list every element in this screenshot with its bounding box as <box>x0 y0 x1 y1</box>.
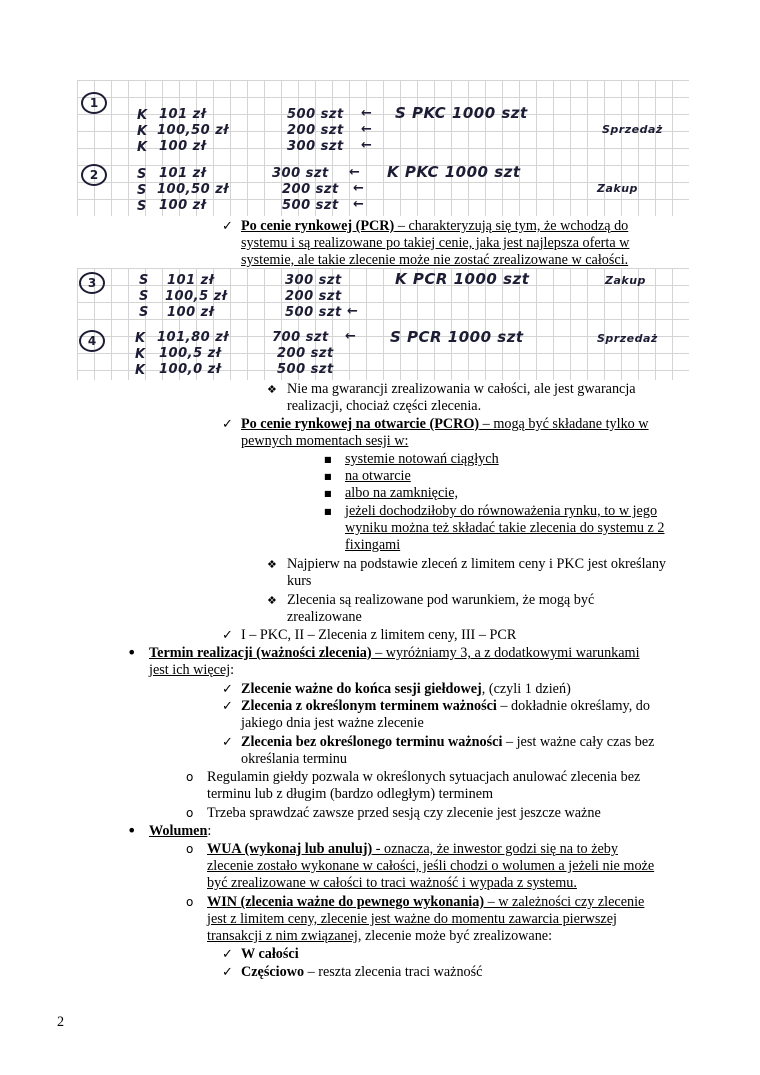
pcro-desc-1: – mogą być składane tylko w <box>479 416 649 432</box>
checkmark-icon: ✓ <box>222 699 233 714</box>
wua-title: WUA (wykonaj lub anuluj) <box>207 841 373 857</box>
win-desc-3: transakcji z nim związanej <box>207 928 358 944</box>
term-desc-2: jest ich więcej <box>149 662 231 678</box>
term-note-1-line-1: Regulamin giełdy pozwala w określonych sytuacjach anulować zlecenia bez <box>207 769 641 785</box>
grid1-row2-qty: 200 szt <box>287 123 344 138</box>
grid1-row6-side: S <box>137 199 147 214</box>
term-a-desc: , (czyli 1 dzień) <box>481 681 571 697</box>
pcro-line-1 <box>241 416 649 433</box>
grid1-row1-price: 101 zł <box>159 107 207 122</box>
square-bullet-icon: ■ <box>324 507 332 516</box>
term-option-c-line-1 <box>241 734 654 751</box>
diamond-bullet-icon: ❖ <box>267 383 277 396</box>
pcr-line-2: systemu i są realizowane po takiej cenie, jaka jest najlepsza oferta w <box>241 235 630 251</box>
grid1-row6-price: 100 zł <box>159 198 207 213</box>
grid1-row4-side: S <box>137 167 147 182</box>
pcr-line-1 <box>241 218 628 235</box>
term-line-1 <box>149 645 640 662</box>
grid2-label-4: Sprzedaż <box>597 332 658 345</box>
grid2-row1-order: K PCR 1000 szt <box>395 270 530 288</box>
grid2-row1-side: S <box>139 273 149 288</box>
example-number-1: 1 <box>81 92 107 114</box>
square-bullet-icon: ■ <box>324 489 332 498</box>
win-desc-3-rest: , zlecenie może być zrealizowane: <box>357 928 553 944</box>
grid1-row3-qty: 300 szt <box>287 139 344 154</box>
example-number-4: 4 <box>79 330 105 352</box>
pcr-note-line-1: Nie ma gwarancji zrealizowania w całości, ale jest gwarancja <box>287 381 636 397</box>
diamond-bullet-icon: ❖ <box>267 594 277 607</box>
diamond-bullet-icon: ❖ <box>267 558 277 571</box>
pcro-item-4-line-2: wyniku można też składać takie zlecenia do systemu z 2 <box>345 520 665 536</box>
grid2-row4-qty: 700 szt <box>272 330 329 345</box>
term-option-c-line-2: określania terminu <box>241 751 347 767</box>
grid2-row6-qty: 500 szt <box>277 362 334 377</box>
grid1-row5-arrow: ← <box>353 181 364 196</box>
grid1-row4-arrow: ← <box>349 165 360 180</box>
wua-line-1 <box>207 841 618 858</box>
grid1-label-2: Zakup <box>597 182 638 195</box>
grid2-row4-price: 101,80 zł <box>157 330 229 345</box>
grid2-row5-price: 100,5 zł <box>159 346 222 361</box>
volume-title: Wolumen <box>149 823 208 839</box>
grid1-row5-qty: 200 szt <box>282 182 339 197</box>
term-a-title: Zlecenie ważne do końca sesji giełdowej <box>241 681 482 697</box>
pcr-line-3: systemie, ale takie zlecenie może nie zostać zrealizowane w całości. <box>241 252 629 268</box>
grid1-row1-order: S PKC 1000 szt <box>395 104 528 122</box>
grid1-row5-side: S <box>137 183 147 198</box>
grid1-row5-price: 100,50 zł <box>157 182 229 197</box>
win-option-full: W całości <box>241 946 299 962</box>
wua-line-3: być zrealizowane w całości to traci ważność i wypada z systemu. <box>207 875 577 891</box>
grid1-row3-arrow: ← <box>361 138 372 153</box>
win-desc-1: – w zależności czy zlecenie <box>484 894 645 910</box>
grid1-row6-arrow: ← <box>353 197 364 212</box>
grid2-row5-side: K <box>135 347 146 362</box>
win-line-2: jest z limitem ceny, zlecenie jest ważne do momentu zawarcia pierwszej <box>207 911 617 927</box>
bullet-icon: • <box>127 821 137 840</box>
page-number: 2 <box>57 1014 65 1030</box>
grid1-row2-side: K <box>137 124 148 139</box>
handwritten-example-grid-2 <box>77 268 689 380</box>
pcr-desc-1: – charakteryzują się tym, że wchodzą do <box>394 218 629 234</box>
grid2-label-3: Zakup <box>605 274 646 287</box>
handwritten-example-grid-1 <box>77 80 689 216</box>
win-line-1 <box>207 894 644 911</box>
wua-desc-1: - oznacza, że inwestor godzi się na to żeby <box>372 841 618 857</box>
grid2-row4-arrow: ← <box>345 329 356 344</box>
pcr-note-line-2: realizacji, chociaż części zlecenia. <box>287 398 482 414</box>
grid2-row3-arrow: ← <box>347 304 358 319</box>
circle-bullet-icon: o <box>186 770 194 784</box>
term-option-a <box>241 681 571 698</box>
example-number-3: 3 <box>79 272 105 294</box>
grid2-row4-side: K <box>135 331 146 346</box>
pcro-note-1-line-1: Najpierw na podstawie zleceń z limitem ceny i PKC jest określany <box>287 556 667 572</box>
checkmark-icon: ✓ <box>222 682 233 697</box>
grid1-row3-price: 100 zł <box>159 139 207 154</box>
grid1-row2-price: 100,50 zł <box>157 123 229 138</box>
square-bullet-icon: ■ <box>324 455 332 464</box>
win-title: WIN (zlecenia ważne do pewnego wykonania) <box>207 894 485 910</box>
checkmark-icon: ✓ <box>222 735 233 750</box>
checkmark-icon: ✓ <box>222 628 233 643</box>
term-colon: : <box>230 662 235 678</box>
pcr-title: Po cenie rynkowej (PCR) <box>241 218 395 234</box>
grid2-row6-side: K <box>135 363 146 378</box>
grid1-row1-side: K <box>137 108 148 123</box>
grid2-row2-qty: 200 szt <box>285 289 342 304</box>
grid1-row4-order: K PKC 1000 szt <box>387 163 521 181</box>
circle-bullet-icon: o <box>186 895 194 909</box>
pcro-note-2-line-1: Zlecenia są realizowane pod warunkiem, że mogą być <box>287 592 595 608</box>
win-option-partial <box>241 964 482 981</box>
pcro-item-2: na otwarcie <box>345 468 411 484</box>
win-partial-desc: – reszta zlecenia traci ważność <box>304 964 483 980</box>
grid1-row4-qty: 300 szt <box>272 166 329 181</box>
circle-bullet-icon: o <box>186 806 194 820</box>
volume-heading <box>149 823 211 840</box>
pcro-item-4-line-3: fixingami <box>345 537 401 553</box>
grid2-row5-qty: 200 szt <box>277 346 334 361</box>
term-desc-1: – wyróżniamy 3, a z dodatkowymi warunkami <box>371 645 640 661</box>
grid2-row6-price: 100,0 zł <box>159 362 222 377</box>
pcro-item-3: albo na zamknięcie, <box>345 485 459 501</box>
checkmark-icon: ✓ <box>222 965 233 980</box>
term-title: Termin realizacji (ważności zlecenia) <box>149 645 372 661</box>
pcro-note-2-line-2: zrealizowane <box>287 609 362 625</box>
grid1-row4-price: 101 zł <box>159 166 207 181</box>
grid1-label-1: Sprzedaż <box>602 123 663 136</box>
term-b-desc: – dokładnie określamy, do <box>496 698 650 714</box>
pcro-line-2: pewnych momentach sesji w: <box>241 433 409 449</box>
grid2-row1-qty: 300 szt <box>285 273 342 288</box>
pcro-item-1: systemie notowań ciągłych <box>345 451 499 467</box>
grid2-row4-order: S PCR 1000 szt <box>390 328 524 346</box>
checkmark-icon: ✓ <box>222 417 233 432</box>
term-option-b-line-2: jakiego dnia jest ważne zlecenie <box>241 715 424 731</box>
win-partial-title: Częściowo <box>241 964 305 980</box>
order-summary: I – PKC, II – Zlecenia z limitem ceny, III – PCR <box>241 627 517 643</box>
checkmark-icon: ✓ <box>222 219 233 234</box>
term-c-title: Zlecenia bez określonego terminu ważności <box>241 734 503 750</box>
grid1-row1-qty: 500 szt <box>287 107 344 122</box>
term-line-2 <box>149 662 234 679</box>
circle-bullet-icon: o <box>186 842 194 856</box>
grid1-row1-arrow: ← <box>361 106 372 121</box>
grid1-row3-side: K <box>137 140 148 155</box>
pcro-title: Po cenie rynkowej na otwarcie (PCRO) <box>241 416 480 432</box>
bullet-icon: • <box>127 643 137 662</box>
grid2-row3-qty: 500 szt <box>285 305 342 320</box>
pcro-item-4-line-1: jeżeli dochodziłoby do równoważenia rynku, to w jego <box>345 503 658 519</box>
grid2-row2-price: 100,5 zł <box>165 289 228 304</box>
square-bullet-icon: ■ <box>324 472 332 481</box>
wua-line-2: zlecenie zostało wykonane w całości, jeśli chodzi o wolumen a jeżeli nie może <box>207 858 655 874</box>
example-number-2: 2 <box>81 164 107 186</box>
grid2-row1-price: 101 zł <box>167 273 215 288</box>
volume-colon: : <box>207 823 212 839</box>
term-b-title: Zlecenia z określonym terminem ważności <box>241 698 497 714</box>
grid2-row3-side: S <box>139 305 149 320</box>
term-c-desc: – jest ważne cały czas bez <box>502 734 655 750</box>
grid2-row2-side: S <box>139 289 149 304</box>
win-line-3 <box>207 928 552 945</box>
term-note-1-line-2: terminu lub z długim (bardzo odległym) terminem <box>207 786 494 802</box>
term-note-2: Trzeba sprawdzać zawsze przed sesją czy zlecenie jest jeszcze ważne <box>207 805 601 821</box>
checkmark-icon: ✓ <box>222 947 233 962</box>
grid1-row2-arrow: ← <box>361 122 372 137</box>
pcro-note-1-line-2: kurs <box>287 573 312 589</box>
term-option-b-line-1 <box>241 698 650 715</box>
grid2-row3-price: 100 zł <box>167 305 215 320</box>
grid1-row6-qty: 500 szt <box>282 198 339 213</box>
